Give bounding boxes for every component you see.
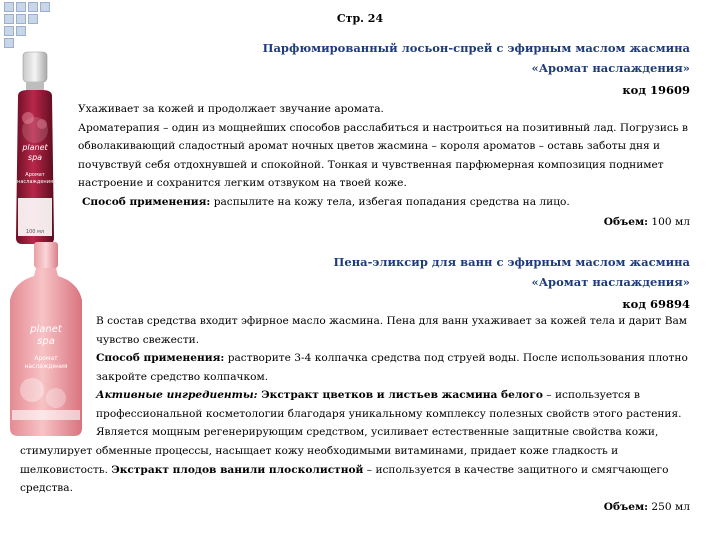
product1-desc-line: почувствуй себя отдохнувшей и спокойной. Тонкая и чувственная парфюмерная композиция поднимет [78,158,664,171]
product1-desc-line: Ароматерапия – один из мощнейших способов расслабиться и настроиться на позитивный лад. Погрузись в [78,121,688,134]
spray-bottle-image [2,48,68,246]
product2-ingredients-label: Активные ингредиенты: [96,389,258,401]
product1-volume-label: Объем: [603,216,649,228]
spray-label-brand2: spa [27,153,43,162]
product1-title-line1: Парфюмированный лосьон-спрей с эфирным маслом жасмина [262,41,690,55]
product2-ingr-line5-post: – используется в качестве защитного и смягчающего [363,463,669,476]
product2-ingr-line5-pre: шелковистость. [20,463,112,476]
product2-title-line2: «Аромат наслаждения» [531,275,690,289]
product2-volume-label: Объем: [603,501,649,513]
product2-ingredient1-name: Экстракт цветков и листьев жасмина белого [257,389,543,401]
product2-description [96,312,700,442]
product2-desc-line2: чувство свежести. [96,333,200,346]
product2-usage-label: Способ применения: [96,352,225,364]
bath-label-name1: Аромат [34,355,58,362]
product2-volume [604,498,690,516]
product1-code: код 19609 [622,83,690,97]
spray-label-name2: наслаждения [17,179,53,185]
product1-usage [78,193,698,212]
product2-ingredient2-name: Экстракт плодов ванили плосколистной [111,463,364,476]
bath-label-name2: наслаждения [24,363,68,370]
product2-usage-text: растворите 3-4 колпачка средства под струей воды. После использования плотно [224,352,688,364]
product1-desc-line: настроение и сохранится легким отзвуком на твоей коже. [78,177,407,189]
product1-volume-value: 100 мл [648,216,690,228]
product1-usage-text: распылите на кожу тела, избегая попадания средства на лицо. [210,195,570,208]
product2-ingr-line3: Является мощным регенерирующим средством, усиливает естественные защитные свойства кожи, [96,426,659,438]
product2-ingredients [96,386,700,405]
product1-volume [604,213,690,231]
product2-ingr-line6: средства. [20,482,73,494]
product1-desc-line: Ухаживает за кожей и продолжает звучание аромата. [78,103,384,115]
product2-usage-line2: закройте средство колпачком. [96,370,269,383]
product2-ingr-line4: стимулирует обменные процессы, насыщает кожу необходимыми витаминами, придает коже гладкость и [20,445,619,457]
product2-title [334,252,690,292]
product1-description [78,100,698,211]
product2-description-full [20,442,700,498]
bath-foam-bottle-image [2,240,90,440]
spray-label-brand1: planet [22,143,48,152]
bath-label-brand1: planet [30,324,62,335]
product2-desc-line1: В состав средства входит эфирное масло жасмина. Пена для ванн ухаживает за кожей тела и дарит Вам [96,315,688,327]
product2-usage [96,349,700,368]
product1-usage-label: Способ применения: [82,195,211,208]
product2-ingr-line2: профессиональной косметологии благодаря уникальному комплексу полезных свойств этого растения. [96,407,682,420]
bath-label-brand2: spa [37,336,55,347]
product2-code: код 69894 [622,297,690,311]
product1-title-line2: «Аромат наслаждения» [531,61,690,75]
spray-label-name1: Аромат [25,172,45,178]
product1-desc-line: обволакивающий сладостный аромат ночных цветов жасмина – короля ароматов – оставь заботы дня и [78,140,661,152]
page-number: Стр. 24 [336,12,384,25]
spray-label-volume: 100 мл [25,229,45,235]
product2-ingr-line5 [20,461,700,480]
product2-title-line1: Пена-эликсир для ванн с эфирным маслом жасмина [333,255,690,269]
product2-ingredient1-text: – используется в [542,389,640,401]
product2-volume-value: 250 мл [648,501,690,513]
product1-title [263,38,690,78]
